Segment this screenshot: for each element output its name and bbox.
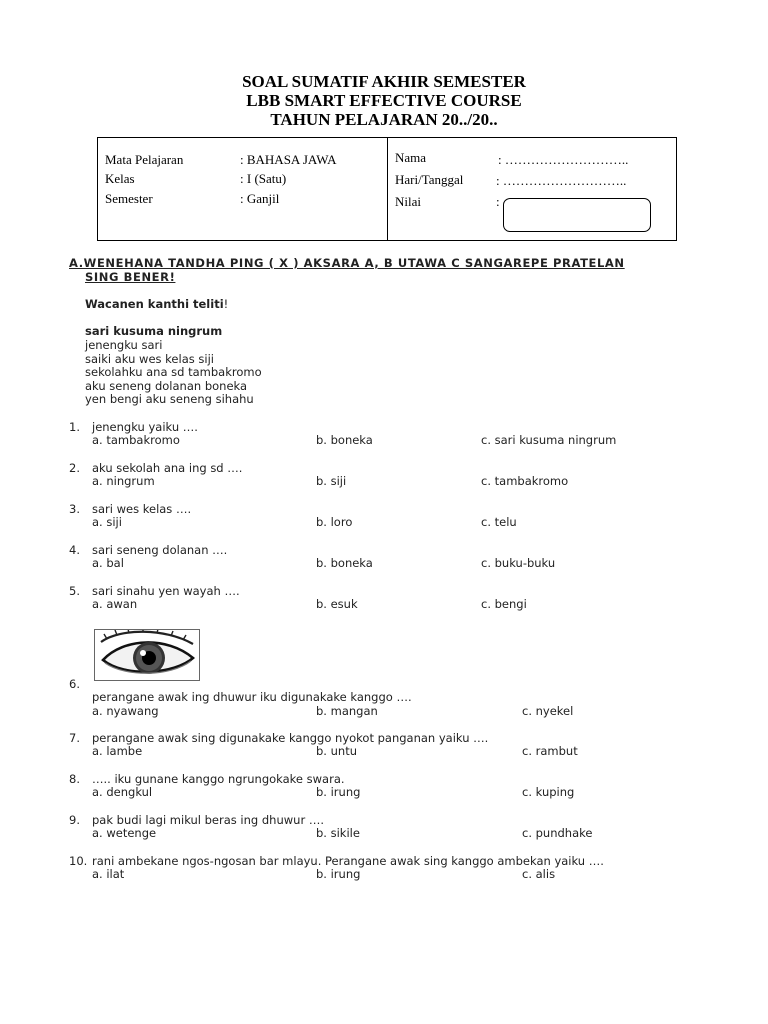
- section-a-instruction-line2: SING BENER!: [85, 270, 176, 284]
- question-text: aku sekolah ana ing sd ….: [92, 461, 243, 475]
- question-number: 2.: [69, 461, 80, 475]
- header-title-line1: SOAL SUMATIF AKHIR SEMESTER: [242, 72, 526, 91]
- option-c[interactable]: c. telu: [481, 515, 517, 529]
- option-c[interactable]: c. tambakromo: [481, 474, 569, 488]
- option-a[interactable]: a. tambakromo: [92, 433, 180, 447]
- passage-line: saiki aku wes kelas siji: [85, 352, 214, 366]
- option-b[interactable]: b. irung: [316, 785, 361, 799]
- eye-picture: [94, 629, 200, 681]
- passage-line: aku seneng dolanan boneka: [85, 379, 248, 393]
- question-text: ….. iku gunane kanggo ngrungokake swara.: [92, 772, 345, 786]
- question-number: 1.: [69, 420, 80, 434]
- semester-label: Semester: [105, 191, 153, 206]
- option-c[interactable]: c. buku-buku: [481, 556, 556, 570]
- question-text: perangane awak sing digunakake kanggo nyokot panganan yaiku ….: [92, 731, 489, 745]
- option-b[interactable]: b. mangan: [316, 704, 378, 718]
- option-a[interactable]: a. awan: [92, 597, 138, 611]
- header-title-line2: LBB SMART EFFECTIVE COURSE: [246, 91, 522, 110]
- passage-line: sekolahku ana sd tambakromo: [85, 365, 262, 379]
- question-text: rani ambekane ngos-ngosan bar mlayu. Perangane awak sing kanggo ambekan yaiku ….: [92, 854, 604, 868]
- class-value: : I (Satu): [240, 171, 287, 186]
- passage-line: yen bengi aku seneng sihahu: [85, 392, 254, 406]
- subject-label: Mata Pelajaran: [105, 152, 184, 167]
- question-text: jenengku yaiku ….: [92, 420, 198, 434]
- question-number: 3.: [69, 502, 80, 516]
- option-a[interactable]: a. lambe: [92, 744, 143, 758]
- reading-prompt: [85, 297, 228, 311]
- option-c[interactable]: c. pundhake: [522, 826, 593, 840]
- option-a[interactable]: a. ningrum: [92, 474, 155, 488]
- subject-value: : BAHASA JAWA: [240, 152, 337, 167]
- class-label: Kelas: [105, 171, 135, 186]
- question-text: sari seneng dolanan ….: [92, 543, 228, 557]
- question-number: 5.: [69, 584, 80, 598]
- option-c[interactable]: c. bengi: [481, 597, 527, 611]
- passage-line: jenengku sari: [85, 338, 163, 352]
- option-c[interactable]: c. nyekel: [522, 704, 574, 718]
- option-b[interactable]: b. loro: [316, 515, 353, 529]
- question-number: 8.: [69, 772, 80, 786]
- reading-prompt-mark: !: [223, 297, 229, 311]
- question-number: 6.: [69, 677, 80, 691]
- score-label: Nilai: [395, 194, 421, 209]
- option-c[interactable]: c. kuping: [522, 785, 575, 799]
- option-b[interactable]: b. boneka: [316, 556, 373, 570]
- eye-icon: [95, 630, 199, 680]
- option-b[interactable]: b. boneka: [316, 433, 373, 447]
- option-c[interactable]: c. sari kusuma ningrum: [481, 433, 617, 447]
- semester-value: : Ganjil: [240, 191, 280, 206]
- name-label: Nama: [395, 150, 427, 165]
- section-a-instruction-line1: A.WENEHANA TANDHA PING ( X ) AKSARA A, B UTAWA C SANGAREPE PRATELAN: [69, 256, 625, 270]
- question-number: 10.: [69, 854, 88, 868]
- option-a[interactable]: a. nyawang: [92, 704, 159, 718]
- info-table-divider: [387, 138, 388, 241]
- option-b[interactable]: b. sikile: [316, 826, 360, 840]
- question-text: sari wes kelas ….: [92, 502, 192, 516]
- header-title-line3: TAHUN PELAJARAN 20../20..: [270, 110, 498, 129]
- option-b[interactable]: b. esuk: [316, 597, 358, 611]
- option-b[interactable]: b. irung: [316, 867, 361, 881]
- question-number: 9.: [69, 813, 80, 827]
- option-a[interactable]: a. siji: [92, 515, 122, 529]
- name-field[interactable]: : ………………………..: [498, 152, 629, 167]
- question-text: perangane awak ing dhuwur iku digunakake kanggo ….: [92, 690, 412, 704]
- date-label: Hari/Tanggal: [395, 172, 464, 187]
- option-c[interactable]: c. rambut: [522, 744, 578, 758]
- score-box[interactable]: [503, 198, 651, 232]
- score-colon: :: [496, 194, 500, 209]
- question-number: 4.: [69, 543, 80, 557]
- exam-header: [0, 72, 768, 129]
- option-a[interactable]: a. bal: [92, 556, 124, 570]
- option-c[interactable]: c. alis: [522, 867, 556, 881]
- option-a[interactable]: a. dengkul: [92, 785, 153, 799]
- option-a[interactable]: a. wetenge: [92, 826, 157, 840]
- option-b[interactable]: b. untu: [316, 744, 357, 758]
- passage-title: sari kusuma ningrum: [85, 324, 223, 338]
- question-number: 7.: [69, 731, 80, 745]
- question-text: sari sinahu yen wayah ….: [92, 584, 240, 598]
- option-b[interactable]: b. siji: [316, 474, 347, 488]
- question-text: pak budi lagi mikul beras ing dhuwur ….: [92, 813, 324, 827]
- student-info-table: [97, 137, 677, 241]
- option-a[interactable]: a. ilat: [92, 867, 125, 881]
- reading-prompt-text: Wacanen kanthi teliti: [85, 297, 224, 311]
- date-field[interactable]: : ………………………..: [496, 173, 627, 188]
